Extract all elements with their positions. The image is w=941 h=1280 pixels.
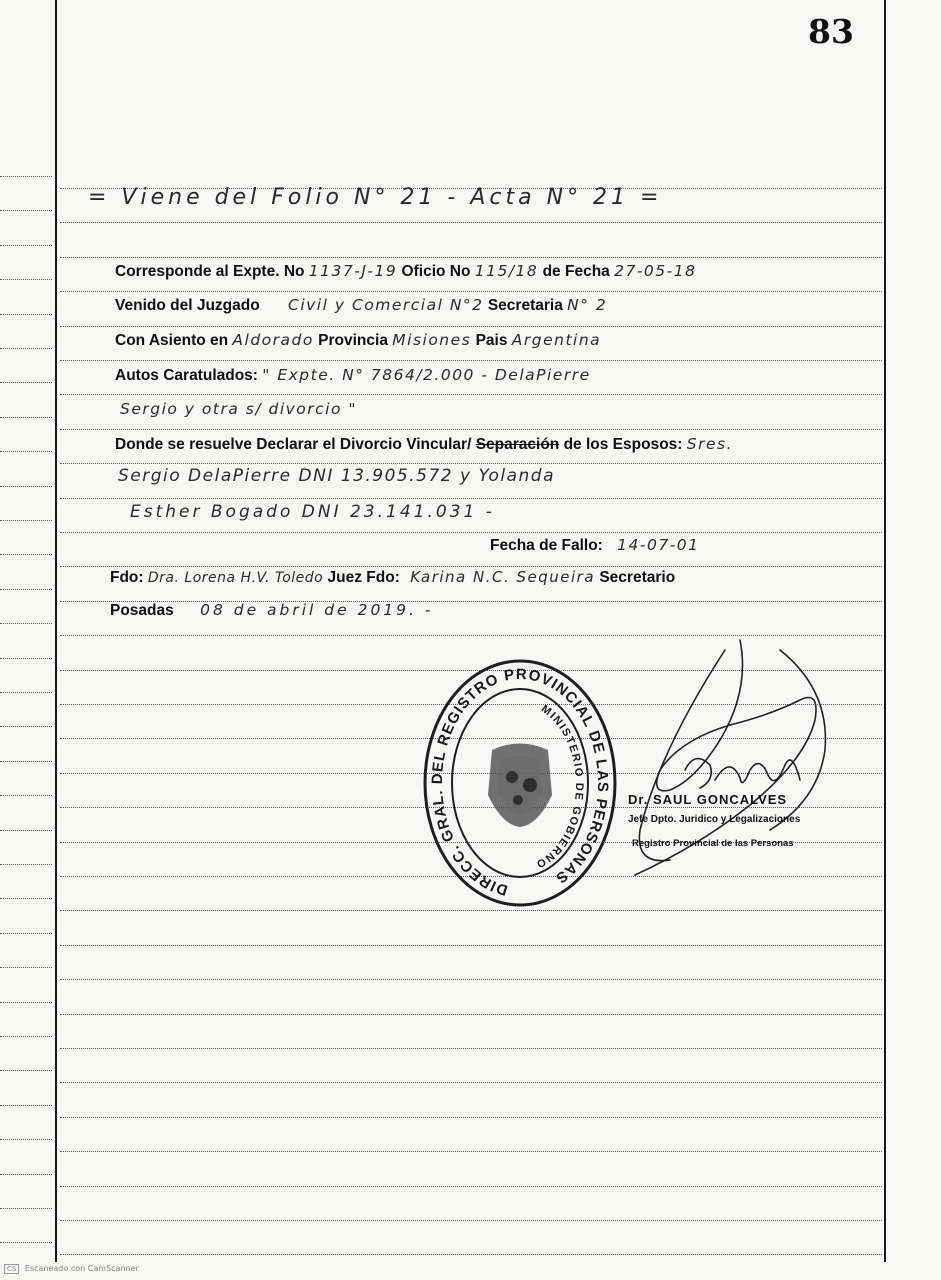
ruled-dotted-line xyxy=(60,463,882,464)
ruled-dotted-line xyxy=(60,1117,882,1118)
signatory-office: Registro Provincial de las Personas xyxy=(632,838,794,849)
ruled-dotted-line xyxy=(60,979,882,980)
row-divorcio xyxy=(115,435,733,454)
folio-number: 83 xyxy=(808,12,854,51)
row-posadas xyxy=(110,601,433,620)
margin-dotted-line xyxy=(0,554,52,555)
value-esposos-prefix: Sres. xyxy=(686,435,734,453)
label-secretaria: Secretaria xyxy=(487,297,563,314)
margin-dotted-line xyxy=(0,451,52,452)
margin-dotted-line xyxy=(0,1105,52,1106)
margin-dotted-line xyxy=(0,967,52,968)
margin-dotted-line xyxy=(0,245,52,246)
row-juzgado xyxy=(115,296,607,315)
margin-dotted-line xyxy=(0,933,52,934)
row-fecha-fallo xyxy=(490,536,700,555)
ruled-dotted-line xyxy=(60,1014,882,1015)
margin-dotted-line xyxy=(0,1242,52,1243)
margin-dotted-line xyxy=(0,658,52,659)
margin-dotted-line xyxy=(0,520,52,521)
margin-dotted-line xyxy=(0,210,52,211)
label-fecha: de Fecha xyxy=(542,263,610,280)
ruled-dotted-line xyxy=(60,532,882,533)
scanner-watermark xyxy=(4,1264,139,1274)
handwritten-signature xyxy=(600,630,840,890)
value-juez: Dra. Lorena H.V. Toledo xyxy=(147,570,324,586)
ruled-dotted-line xyxy=(60,360,882,361)
label-fecha-fallo: Fecha de Fallo: xyxy=(490,537,603,554)
margin-dotted-line xyxy=(0,795,52,796)
row-esposos-line1 xyxy=(118,466,555,486)
row-esposos-line2 xyxy=(130,502,495,522)
scanner-text: Escaneado con CamScanner xyxy=(24,1264,139,1273)
margin-dotted-line xyxy=(0,1139,52,1140)
margin-dotted-line xyxy=(0,589,52,590)
margin-dotted-line xyxy=(0,314,52,315)
value-fecha: 27-05-18 xyxy=(614,262,697,280)
label-expte: Corresponde al Expte. No xyxy=(115,263,305,280)
margin-dotted-line xyxy=(0,898,52,899)
ruled-dotted-line xyxy=(60,1048,882,1049)
value-juzgado: Civil y Comercial N°2 xyxy=(288,296,484,314)
label-esposos: de los Esposos: xyxy=(563,436,683,453)
label-juzgado: Venido del Juzgado xyxy=(115,297,260,314)
ruled-dotted-line xyxy=(60,498,882,499)
stamp-outer-text: DIRECC. GRAL. DEL REGISTRO PROVINCIAL DE LAS PERSONAS xyxy=(428,665,612,899)
value-fecha-fallo: 14-07-01 xyxy=(617,536,700,554)
signatory-title: Jefe Dpto. Juridico y Legalizaciones xyxy=(628,814,801,825)
ruled-dotted-line xyxy=(60,291,882,292)
margin-dotted-line xyxy=(0,417,52,418)
ruled-dotted-line xyxy=(60,326,882,327)
row-firmas xyxy=(110,568,675,587)
row-expediente xyxy=(115,262,696,281)
ruled-dotted-line xyxy=(60,429,882,430)
margin-dotted-line xyxy=(0,623,52,624)
value-esposos-line2: Esther Bogado DNI 23.141.031 - xyxy=(130,502,495,522)
row-autos-continued xyxy=(120,400,357,419)
label-separacion: Separación xyxy=(475,436,560,453)
label-juez: Juez Fdo: xyxy=(327,569,400,586)
coat-of-arms-icon xyxy=(488,744,552,828)
label-autos: Autos Caratulados: xyxy=(115,367,258,384)
margin-dotted-line xyxy=(0,382,52,383)
right-margin-rule xyxy=(884,0,886,1262)
stamp-inner-text: MINISTERIO DE GOBIERNO xyxy=(533,702,586,871)
margin-dotted-line xyxy=(0,1070,52,1071)
signatory-name: Dr. SAUL GONCALVES xyxy=(628,792,788,807)
value-provincia: Misiones xyxy=(392,331,472,349)
margin-dotted-line xyxy=(0,1036,52,1037)
left-margin-rule xyxy=(55,0,57,1262)
margin-dotted-line xyxy=(0,1002,52,1003)
value-oficio: 115/18 xyxy=(474,262,539,280)
value-autos-line1: " Expte. N° 7864/2.000 - DelaPierre xyxy=(262,366,591,384)
label-donde: Donde se resuelve Declarar el Divorcio Vincular/ xyxy=(115,436,472,453)
value-asiento: Aldorado xyxy=(232,331,314,349)
margin-dotted-line xyxy=(0,348,52,349)
label-posadas: Posadas xyxy=(110,602,174,619)
margin-dotted-line xyxy=(0,486,52,487)
ruled-dotted-line xyxy=(60,1151,882,1152)
margin-dotted-line xyxy=(0,176,52,177)
value-secretaria: N° 2 xyxy=(567,296,608,314)
margin-dotted-line xyxy=(0,1174,52,1175)
label-pais: Pais xyxy=(475,332,508,349)
label-secretario: Secretario xyxy=(599,569,676,586)
camscanner-icon: CS xyxy=(4,1264,19,1274)
ruled-dotted-line xyxy=(60,1186,882,1187)
ruled-dotted-line xyxy=(60,1254,882,1255)
row-autos xyxy=(115,366,591,385)
ruled-dotted-line xyxy=(60,1082,882,1083)
ruled-dotted-line xyxy=(60,566,882,567)
margin-dotted-line xyxy=(0,830,52,831)
margin-dotted-line xyxy=(0,761,52,762)
value-expte: 1137-J-19 xyxy=(308,262,398,280)
margin-dotted-line xyxy=(0,279,52,280)
margin-dotted-line xyxy=(0,726,52,727)
heading-note: = Viene del Folio N° 21 - Acta N° 21 = xyxy=(88,185,663,210)
ruled-dotted-line xyxy=(60,394,882,395)
value-secretario: Karina N.C. Sequeira xyxy=(410,568,596,586)
ruled-dotted-line xyxy=(60,945,882,946)
margin-dotted-line xyxy=(0,692,52,693)
value-autos-line2: Sergio y otra s/ divorcio " xyxy=(120,400,358,418)
label-oficio: Oficio No xyxy=(401,263,471,280)
official-stamp xyxy=(420,655,620,915)
ruled-dotted-line xyxy=(60,1220,882,1221)
row-asiento xyxy=(115,331,601,350)
margin-dotted-line xyxy=(0,1208,52,1209)
label-provincia: Provincia xyxy=(318,332,388,349)
ruled-dotted-line xyxy=(60,257,882,258)
value-fecha-posadas: 08 de abril de 2019. - xyxy=(200,601,434,619)
label-asiento: Con Asiento en xyxy=(115,332,229,349)
value-pais: Argentina xyxy=(511,331,602,349)
value-esposos-line1: Sergio DelaPierre DNI 13.905.572 y Yolanda xyxy=(118,466,555,486)
label-fdo: Fdo: xyxy=(110,569,144,586)
margin-dotted-line xyxy=(0,864,52,865)
ruled-dotted-line xyxy=(60,222,882,223)
